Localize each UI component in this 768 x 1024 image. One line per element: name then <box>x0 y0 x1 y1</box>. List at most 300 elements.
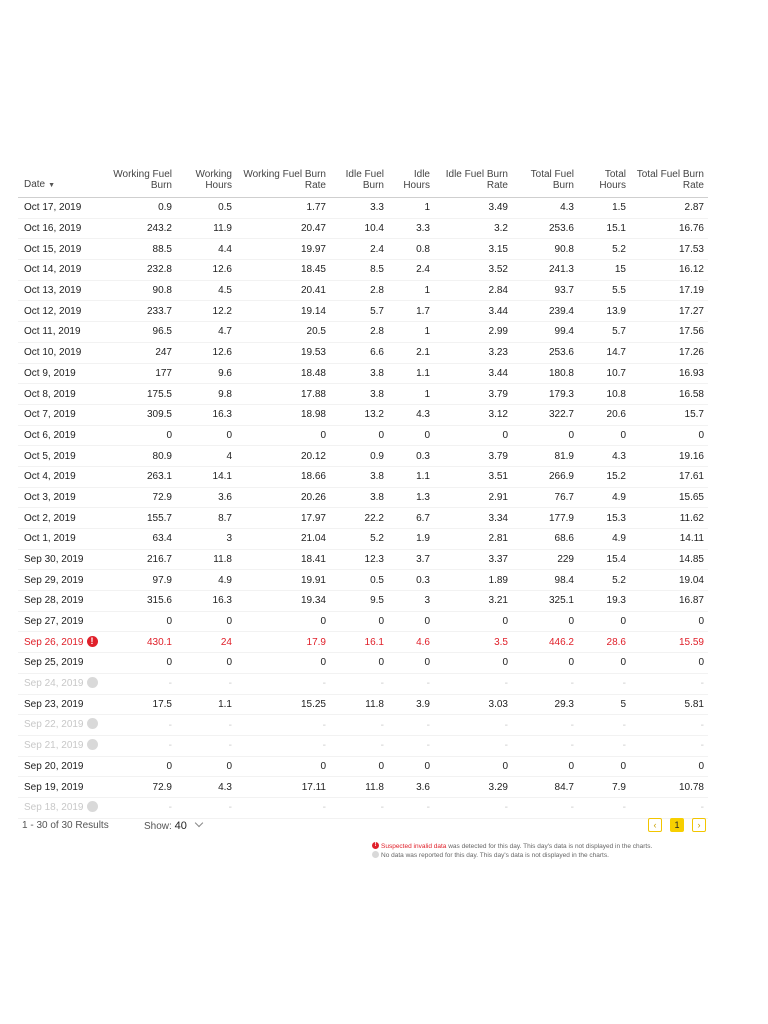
value-cell <box>630 425 708 446</box>
cell-text: 3.79 <box>488 388 508 400</box>
cell-text: Oct 4, 2019 <box>24 471 76 483</box>
cell-text: 5.81 <box>684 698 704 710</box>
cell-text: 3.2 <box>494 223 508 235</box>
cell-text: 19.53 <box>300 347 326 359</box>
cell-text: - <box>504 802 508 814</box>
value-cell <box>104 404 176 425</box>
cell-text: 17.53 <box>678 243 704 255</box>
cell-text: 0 <box>378 657 384 669</box>
value-cell <box>578 715 630 736</box>
value-cell <box>236 735 330 756</box>
cell-text: 0 <box>698 429 704 441</box>
cell-text: - <box>570 719 574 731</box>
value-cell <box>104 632 176 653</box>
cell-text: 2.99 <box>488 326 508 338</box>
cell-text: 13.9 <box>606 305 626 317</box>
value-cell <box>330 673 388 694</box>
value-cell <box>512 797 578 818</box>
cell-text: Oct 13, 2019 <box>24 285 82 297</box>
value-cell <box>330 632 388 653</box>
table-row <box>18 260 708 281</box>
cell-text: 3 <box>424 595 430 607</box>
value-cell <box>330 218 388 239</box>
value-cell <box>512 363 578 384</box>
cell-text: 155.7 <box>146 512 172 524</box>
value-cell <box>388 260 434 281</box>
value-cell <box>104 591 176 612</box>
cell-text: Oct 1, 2019 <box>24 533 76 545</box>
value-cell <box>176 446 236 467</box>
value-cell <box>578 198 630 219</box>
cell-text: 1.89 <box>488 574 508 586</box>
cell-text: - <box>228 802 232 814</box>
cell-text: 247 <box>155 347 172 359</box>
value-cell <box>512 549 578 570</box>
cell-text: 4.3 <box>218 781 232 793</box>
value-cell <box>236 653 330 674</box>
column-header-label: Working Fuel Burn <box>113 169 172 191</box>
cell-text: 1.1 <box>218 698 232 710</box>
cell-text: 0 <box>502 657 508 669</box>
value-cell <box>630 260 708 281</box>
cell-text: 179.3 <box>548 388 574 400</box>
value-cell <box>176 280 236 301</box>
cell-text: 16.1 <box>364 636 384 648</box>
cell-text: 16.3 <box>212 409 232 421</box>
cell-text: 18.45 <box>300 264 326 276</box>
value-cell <box>388 446 434 467</box>
cell-text: 3.15 <box>488 243 508 255</box>
value-cell <box>630 673 708 694</box>
value-cell <box>330 363 388 384</box>
cell-text: 1.1 <box>416 367 430 379</box>
legend-nodata <box>372 851 652 860</box>
cell-text: 4.3 <box>416 409 430 421</box>
cell-text: Oct 10, 2019 <box>24 347 82 359</box>
value-cell <box>512 322 578 343</box>
cell-text: - <box>228 678 232 690</box>
column-header <box>176 164 236 198</box>
cell-text: Sep 20, 2019 <box>24 760 84 772</box>
value-cell <box>330 797 388 818</box>
value-cell <box>578 342 630 363</box>
value-cell <box>236 404 330 425</box>
value-cell <box>176 198 236 219</box>
cell-text: 309.5 <box>146 409 172 421</box>
value-cell <box>330 425 388 446</box>
value-cell <box>236 446 330 467</box>
table-row <box>18 508 708 529</box>
column-header <box>104 164 176 198</box>
cell-text: 15 <box>614 264 626 276</box>
gray-circle-icon[interactable] <box>87 739 98 750</box>
value-cell <box>630 797 708 818</box>
cell-text: 0.9 <box>370 450 384 462</box>
cell-text: 99.4 <box>554 326 574 338</box>
column-header-label: Idle Fuel Burn Rate <box>445 169 508 191</box>
cell-text: 0 <box>502 760 508 772</box>
cell-text: Sep 19, 2019 <box>24 781 84 793</box>
value-cell <box>236 363 330 384</box>
cell-text: 28.6 <box>606 636 626 648</box>
cell-text: Sep 28, 2019 <box>24 595 84 607</box>
table-row <box>18 529 708 550</box>
column-header-label: Total Hours <box>599 169 626 191</box>
cell-text: 0 <box>226 657 232 669</box>
value-cell <box>388 797 434 818</box>
value-cell <box>388 198 434 219</box>
value-cell <box>512 218 578 239</box>
cell-text: 10.4 <box>364 223 384 235</box>
cell-text: 0 <box>226 616 232 628</box>
table-row <box>18 363 708 384</box>
value-cell <box>176 529 236 550</box>
value-cell <box>104 280 176 301</box>
value-cell <box>630 529 708 550</box>
value-cell <box>434 777 512 798</box>
value-cell <box>512 342 578 363</box>
table-footer <box>18 818 708 838</box>
value-cell <box>330 260 388 281</box>
cell-text: 0 <box>424 657 430 669</box>
date-cell <box>18 260 104 281</box>
value-cell <box>630 715 708 736</box>
value-cell <box>388 673 434 694</box>
value-cell <box>512 301 578 322</box>
cell-text: 2.84 <box>488 285 508 297</box>
cell-text: 0 <box>166 760 172 772</box>
value-cell <box>630 342 708 363</box>
value-cell <box>236 632 330 653</box>
table-row <box>18 487 708 508</box>
cell-text: 0.5 <box>370 574 384 586</box>
prev-page-button[interactable]: ‹ <box>648 818 662 832</box>
cell-text: 19.04 <box>678 574 704 586</box>
cell-text: - <box>622 740 626 752</box>
cell-text: 63.4 <box>152 533 172 545</box>
value-cell <box>630 487 708 508</box>
column-header <box>578 164 630 198</box>
cell-text: 12.3 <box>364 554 384 566</box>
cell-text: 3.44 <box>488 305 508 317</box>
value-cell <box>434 342 512 363</box>
date-cell <box>18 363 104 384</box>
cell-text: 16.3 <box>212 595 232 607</box>
cell-text: 3.34 <box>488 512 508 524</box>
cell-text: - <box>700 678 704 690</box>
value-cell <box>236 591 330 612</box>
value-cell <box>236 611 330 632</box>
value-cell <box>578 425 630 446</box>
sort-down-icon[interactable]: ▼ <box>48 182 56 189</box>
cell-text: 68.6 <box>554 533 574 545</box>
value-cell <box>512 715 578 736</box>
value-cell <box>104 487 176 508</box>
column-header <box>330 164 388 198</box>
value-cell <box>512 198 578 219</box>
column-header <box>388 164 434 198</box>
cell-text: 263.1 <box>146 471 172 483</box>
cell-text: 81.9 <box>554 450 574 462</box>
cell-text: 0 <box>166 657 172 669</box>
column-header <box>236 164 330 198</box>
value-cell <box>104 239 176 260</box>
next-page-button[interactable]: › <box>692 818 706 832</box>
date-cell <box>18 715 104 736</box>
value-cell <box>434 756 512 777</box>
cell-text: 4 <box>226 450 232 462</box>
cell-text: 15.2 <box>606 471 626 483</box>
value-cell <box>388 756 434 777</box>
value-cell <box>512 777 578 798</box>
cell-text: - <box>504 719 508 731</box>
value-cell <box>104 549 176 570</box>
table-row <box>18 549 708 570</box>
cell-text: 4.6 <box>416 636 430 648</box>
table-row <box>18 591 708 612</box>
table-row <box>18 632 708 653</box>
date-cell <box>18 198 104 219</box>
value-cell <box>512 260 578 281</box>
value-cell <box>330 404 388 425</box>
cell-text: 177 <box>155 367 172 379</box>
table-row <box>18 735 708 756</box>
cell-text: 3.52 <box>488 264 508 276</box>
value-cell <box>630 508 708 529</box>
table-row <box>18 446 708 467</box>
value-cell <box>388 342 434 363</box>
cell-text: 17.26 <box>678 347 704 359</box>
cell-text: - <box>168 740 172 752</box>
cell-text: 0 <box>226 760 232 772</box>
cell-text: 14.11 <box>679 533 704 545</box>
page-size-value: 40 <box>174 820 187 832</box>
value-cell <box>388 301 434 322</box>
value-cell <box>434 363 512 384</box>
value-cell <box>388 466 434 487</box>
cell-text: 0 <box>320 760 326 772</box>
cell-text: 5.7 <box>370 305 384 317</box>
value-cell <box>236 218 330 239</box>
cell-text: 21.04 <box>300 533 326 545</box>
legend-nodata-text: No data was reported for this day. This day's data is not displayed in the charts. <box>381 852 609 859</box>
value-cell <box>330 611 388 632</box>
page-1-button[interactable]: 1 <box>670 818 684 832</box>
cell-text: 14.85 <box>678 554 704 566</box>
cell-text: 15.25 <box>300 698 326 710</box>
value-cell <box>236 425 330 446</box>
value-cell <box>176 797 236 818</box>
cell-text: 3.44 <box>488 367 508 379</box>
cell-text: 4.9 <box>612 491 626 503</box>
exclamation-circle-icon[interactable]: ! <box>87 636 98 647</box>
value-cell <box>512 239 578 260</box>
value-cell <box>434 322 512 343</box>
cell-text: 0.5 <box>218 202 232 214</box>
cell-text: 17.56 <box>678 326 704 338</box>
gray-circle-icon[interactable] <box>87 677 98 688</box>
cell-text: 20.41 <box>300 285 326 297</box>
cell-text: 18.66 <box>300 471 326 483</box>
cell-text: 3.7 <box>416 554 430 566</box>
cell-text: Sep 26, 2019 <box>24 636 84 648</box>
cell-text: 315.6 <box>146 595 172 607</box>
value-cell <box>578 301 630 322</box>
cell-text: 3.29 <box>488 781 508 793</box>
cell-text: 20.5 <box>306 326 326 338</box>
cell-text: 3.37 <box>488 554 508 566</box>
value-cell <box>388 280 434 301</box>
column-header-label: Idle Hours <box>403 169 430 191</box>
value-cell <box>630 694 708 715</box>
cell-text: 232.8 <box>146 264 172 276</box>
value-cell <box>578 218 630 239</box>
value-cell <box>330 487 388 508</box>
cell-text: 11.8 <box>213 554 232 566</box>
table-row <box>18 653 708 674</box>
column-header <box>630 164 708 198</box>
results-count: 1 - 30 of 30 Results <box>22 820 109 831</box>
cell-text: 175.5 <box>146 388 172 400</box>
cell-text: 90.8 <box>152 285 172 297</box>
value-cell <box>578 529 630 550</box>
cell-text: 4.9 <box>612 533 626 545</box>
value-cell <box>176 487 236 508</box>
cell-text: 177.9 <box>548 512 574 524</box>
cell-text: 29.3 <box>554 698 574 710</box>
date-cell <box>18 632 104 653</box>
value-cell <box>630 570 708 591</box>
cell-text: 0 <box>320 616 326 628</box>
value-cell <box>236 529 330 550</box>
date-cell <box>18 570 104 591</box>
value-cell <box>434 694 512 715</box>
value-cell <box>434 529 512 550</box>
page-size-label: Show: <box>144 821 172 832</box>
cell-text: 2.81 <box>488 533 508 545</box>
value-cell <box>236 777 330 798</box>
cell-text: 11.9 <box>213 223 232 235</box>
value-cell <box>434 384 512 405</box>
cell-text: 0.3 <box>416 450 430 462</box>
value-cell <box>236 198 330 219</box>
cell-text: 4.7 <box>218 326 232 338</box>
table-row <box>18 404 708 425</box>
cell-text: 0 <box>698 760 704 772</box>
cell-text: 18.41 <box>300 554 326 566</box>
value-cell <box>512 487 578 508</box>
value-cell <box>388 529 434 550</box>
cell-text: 15.1 <box>606 223 626 235</box>
value-cell <box>104 777 176 798</box>
value-cell <box>434 301 512 322</box>
cell-text: 14.7 <box>606 347 626 359</box>
column-header-date[interactable] <box>18 164 104 198</box>
value-cell <box>330 653 388 674</box>
value-cell <box>176 260 236 281</box>
value-cell <box>104 529 176 550</box>
cell-text: 266.9 <box>548 471 574 483</box>
value-cell <box>434 715 512 736</box>
value-cell <box>330 239 388 260</box>
value-cell <box>104 446 176 467</box>
cell-text: 19.91 <box>300 574 326 586</box>
cell-text: Sep 25, 2019 <box>24 657 84 669</box>
value-cell <box>578 570 630 591</box>
cell-text: 1 <box>424 326 430 338</box>
page-size-select[interactable] <box>144 820 202 832</box>
value-cell <box>512 280 578 301</box>
cell-text: Oct 9, 2019 <box>24 367 76 379</box>
cell-text: - <box>322 740 326 752</box>
status-legend <box>372 842 652 860</box>
date-cell <box>18 549 104 570</box>
cell-text: 0 <box>226 429 232 441</box>
value-cell <box>630 446 708 467</box>
cell-text: Oct 15, 2019 <box>24 243 82 255</box>
cell-text: 3.9 <box>416 698 430 710</box>
column-header <box>512 164 578 198</box>
value-cell <box>104 611 176 632</box>
value-cell <box>104 673 176 694</box>
cell-text: 17.97 <box>300 512 326 524</box>
gray-circle-icon[interactable] <box>87 718 98 729</box>
value-cell <box>176 466 236 487</box>
cell-text: 1.1 <box>416 471 430 483</box>
value-cell <box>512 425 578 446</box>
value-cell <box>512 632 578 653</box>
value-cell <box>236 260 330 281</box>
value-cell <box>630 404 708 425</box>
value-cell <box>434 549 512 570</box>
cell-text: Oct 6, 2019 <box>24 429 76 441</box>
table-row <box>18 715 708 736</box>
date-cell <box>18 529 104 550</box>
date-cell <box>18 218 104 239</box>
date-cell <box>18 653 104 674</box>
gray-circle-icon[interactable] <box>87 801 98 812</box>
cell-text: 0 <box>320 429 326 441</box>
value-cell <box>236 570 330 591</box>
cell-text: 1.5 <box>612 202 626 214</box>
column-header-label: Total Fuel Burn <box>530 169 574 191</box>
value-cell <box>176 342 236 363</box>
fuel-burn-table-container <box>18 164 708 819</box>
cell-text: 1.77 <box>306 202 326 214</box>
value-cell <box>388 487 434 508</box>
cell-text: 0 <box>620 616 626 628</box>
value-cell <box>330 570 388 591</box>
value-cell <box>512 756 578 777</box>
value-cell <box>104 694 176 715</box>
table-row <box>18 777 708 798</box>
cell-text: 9.5 <box>370 595 384 607</box>
value-cell <box>236 487 330 508</box>
value-cell <box>388 508 434 529</box>
cell-text: 11.62 <box>679 512 704 524</box>
cell-text: 3.49 <box>488 202 508 214</box>
cell-text: 9.6 <box>218 367 232 379</box>
value-cell <box>512 404 578 425</box>
cell-text: - <box>380 802 384 814</box>
cell-text: 12.6 <box>212 347 232 359</box>
cell-text: 80.9 <box>152 450 172 462</box>
cell-text: 243.2 <box>146 223 172 235</box>
cell-text: 2.4 <box>416 264 430 276</box>
date-cell <box>18 756 104 777</box>
cell-text: Oct 11, 2019 <box>24 326 81 338</box>
cell-text: 0 <box>620 429 626 441</box>
